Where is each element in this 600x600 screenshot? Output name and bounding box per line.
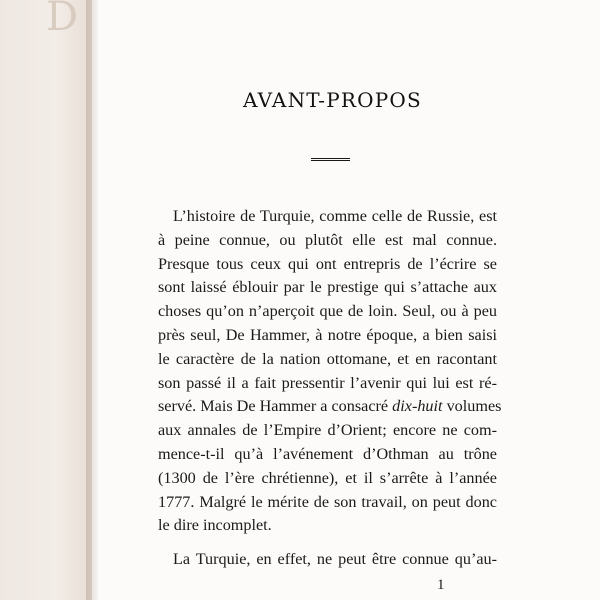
text-line: le caractère de la nation ottomane, et en racontant bbox=[158, 349, 497, 368]
text-line-with-italic bbox=[158, 395, 502, 419]
bleed-through-glyph: D bbox=[46, 0, 81, 40]
text-line: son passé il a fait pressentir l’avenir qui lui est ré- bbox=[158, 373, 497, 392]
text-line: La Turquie, en effet, ne peut être connue qu’au- bbox=[173, 550, 497, 569]
page-title: AVANT-PROPOS bbox=[243, 88, 422, 112]
page-number: 1 bbox=[437, 577, 445, 593]
text-segment: volumes bbox=[442, 397, 502, 416]
left-facing-page-edge bbox=[0, 0, 92, 600]
text-line: près seul, De Hammer, à notre époque, a bien saisi bbox=[158, 325, 497, 344]
italic-text: dix-huit bbox=[392, 397, 443, 416]
text-line: 1777. Malgré le mérite de son travail, on peut donc bbox=[158, 492, 497, 511]
body-text bbox=[158, 205, 502, 572]
text-line: (1300 de l’ère chrétienne), et il s’arrête à l’année bbox=[158, 468, 497, 487]
text-line: L’histoire de Turquie, comme celle de Russie, est bbox=[173, 207, 497, 225]
text-line: aux annales de l’Empire d’Orient; encore ne com- bbox=[158, 421, 497, 440]
text-line: sont laissé éblouir par le prestige qui s’attache aux bbox=[158, 278, 497, 297]
text-line: à peine connue, ou plutôt elle est mal connue. bbox=[158, 230, 497, 249]
text-line: Presque tous ceux qui ont entrepris de l’écrire se bbox=[158, 254, 497, 273]
text-line: le dire incomplet. bbox=[158, 516, 272, 535]
text-line: mence-t-il qu’à l’avénement d’Othman au trône bbox=[158, 444, 497, 463]
text-line: choses qu’on n’aperçoit que de loin. Seul, ou à peu bbox=[158, 302, 497, 321]
ornamental-rule bbox=[311, 158, 350, 161]
text-segment: servé. Mais De Hammer a consacré bbox=[158, 397, 393, 416]
